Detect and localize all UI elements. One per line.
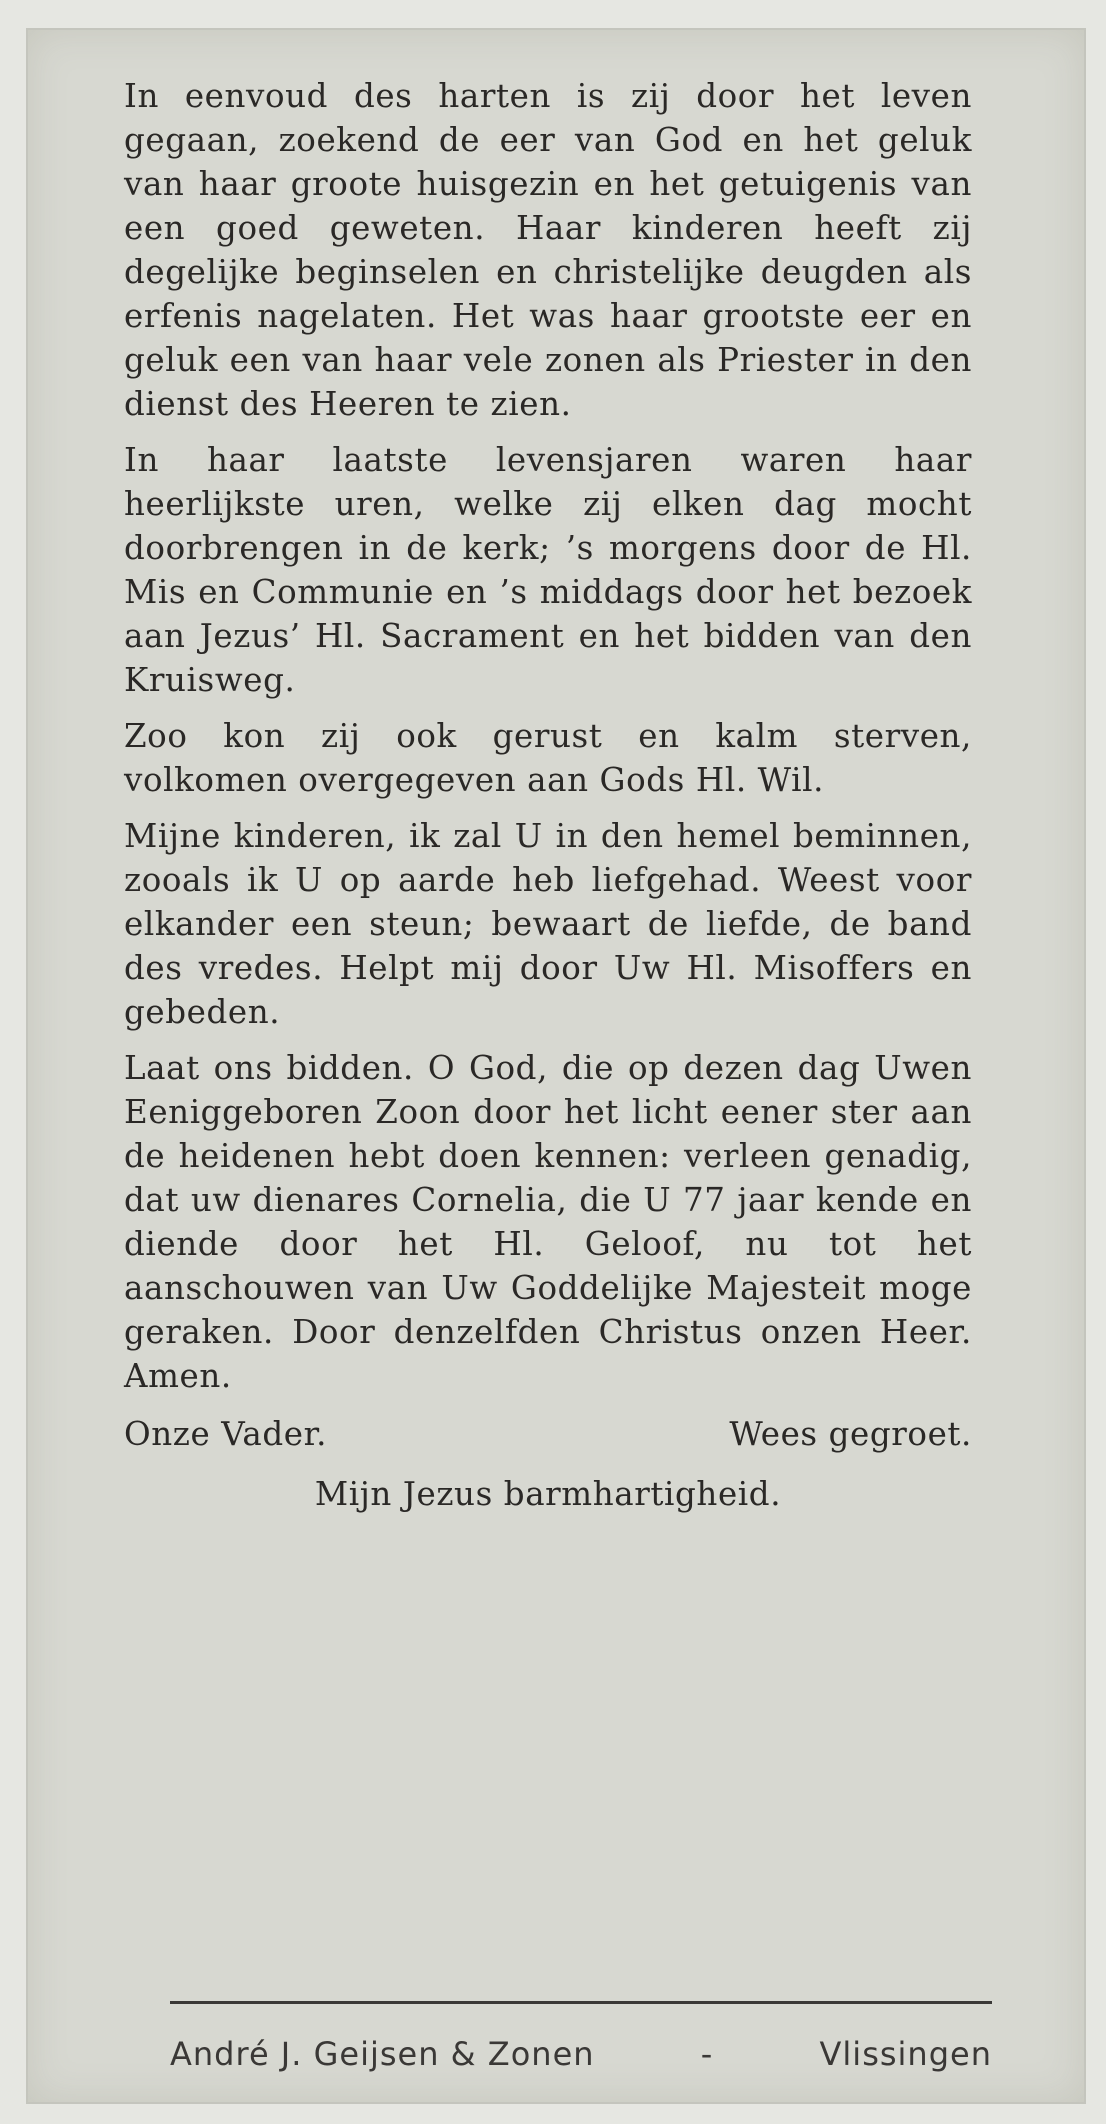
printer-imprint	[170, 2035, 992, 2073]
paragraph-death: Zoo kon zij ook gerust en kalm sterven, volkomen overgegeven aan Gods Hl. Wil.	[124, 717, 972, 799]
prayer-line	[124, 1412, 972, 1456]
paragraph-last-years: In haar laatste levensjaren waren haar heerlijkste uren, welke zij elken dag mocht doorbrengen in de kerk; ’s morgens door de Hl. Mis en Communie en ’s middags door het bezoek aan Jezus’ Hl. Sacrament en het bidden van den Kruisweg.	[124, 441, 972, 699]
divider	[170, 2001, 992, 2004]
paragraph-life: In eenvoud des harten is zij door het leven gegaan, zoekend de eer van God en het geluk van haar groote huisgezin en het getuigenis van een goed geweten. Haar kinderen heeft zij degelijke beginselen en christelijke deugden als erfenis nagelaten. Het was haar grootste eer en geluk een van haar vele zonen als Priester in den dienst des Heeren te zien.	[124, 77, 972, 423]
printer-name: André J. Geijsen & Zonen	[170, 2035, 595, 2073]
invocation: Mijn Jezus barmhartigheid.	[314, 1475, 782, 1513]
prayer-our-father: Onze Vader.	[124, 1415, 328, 1453]
paragraph-words-to-children: Mijne kinderen, ik zal U in den hemel beminnen, zooals ik U op aarde heb liefgehad. Weest voor elkander een steun; bewaart de liefde, de band des vredes. Helpt mij door Uw Hl. Misoffers en gebeden.	[124, 817, 972, 1031]
printer-city: Vlissingen	[819, 2035, 992, 2073]
prayer-hail-mary: Wees gegroet.	[729, 1415, 972, 1453]
printer-separator: -	[700, 2035, 714, 2073]
paragraph-prayer: Laat ons bidden. O God, die op dezen dag Uwen Eeniggeboren Zoon door het licht eener ster aan de heidenen hebt doen kennen: verleen genadig, dat uw dienares Cornelia, die U 77 jaar kende en diende door het Hl. Geloof, nu tot het aanschouwen van Uw Goddelijke Majesteit moge geraken. Door denzelfden Christus onzen Heer. Amen.	[124, 1049, 972, 1395]
card-text	[124, 74, 972, 1516]
